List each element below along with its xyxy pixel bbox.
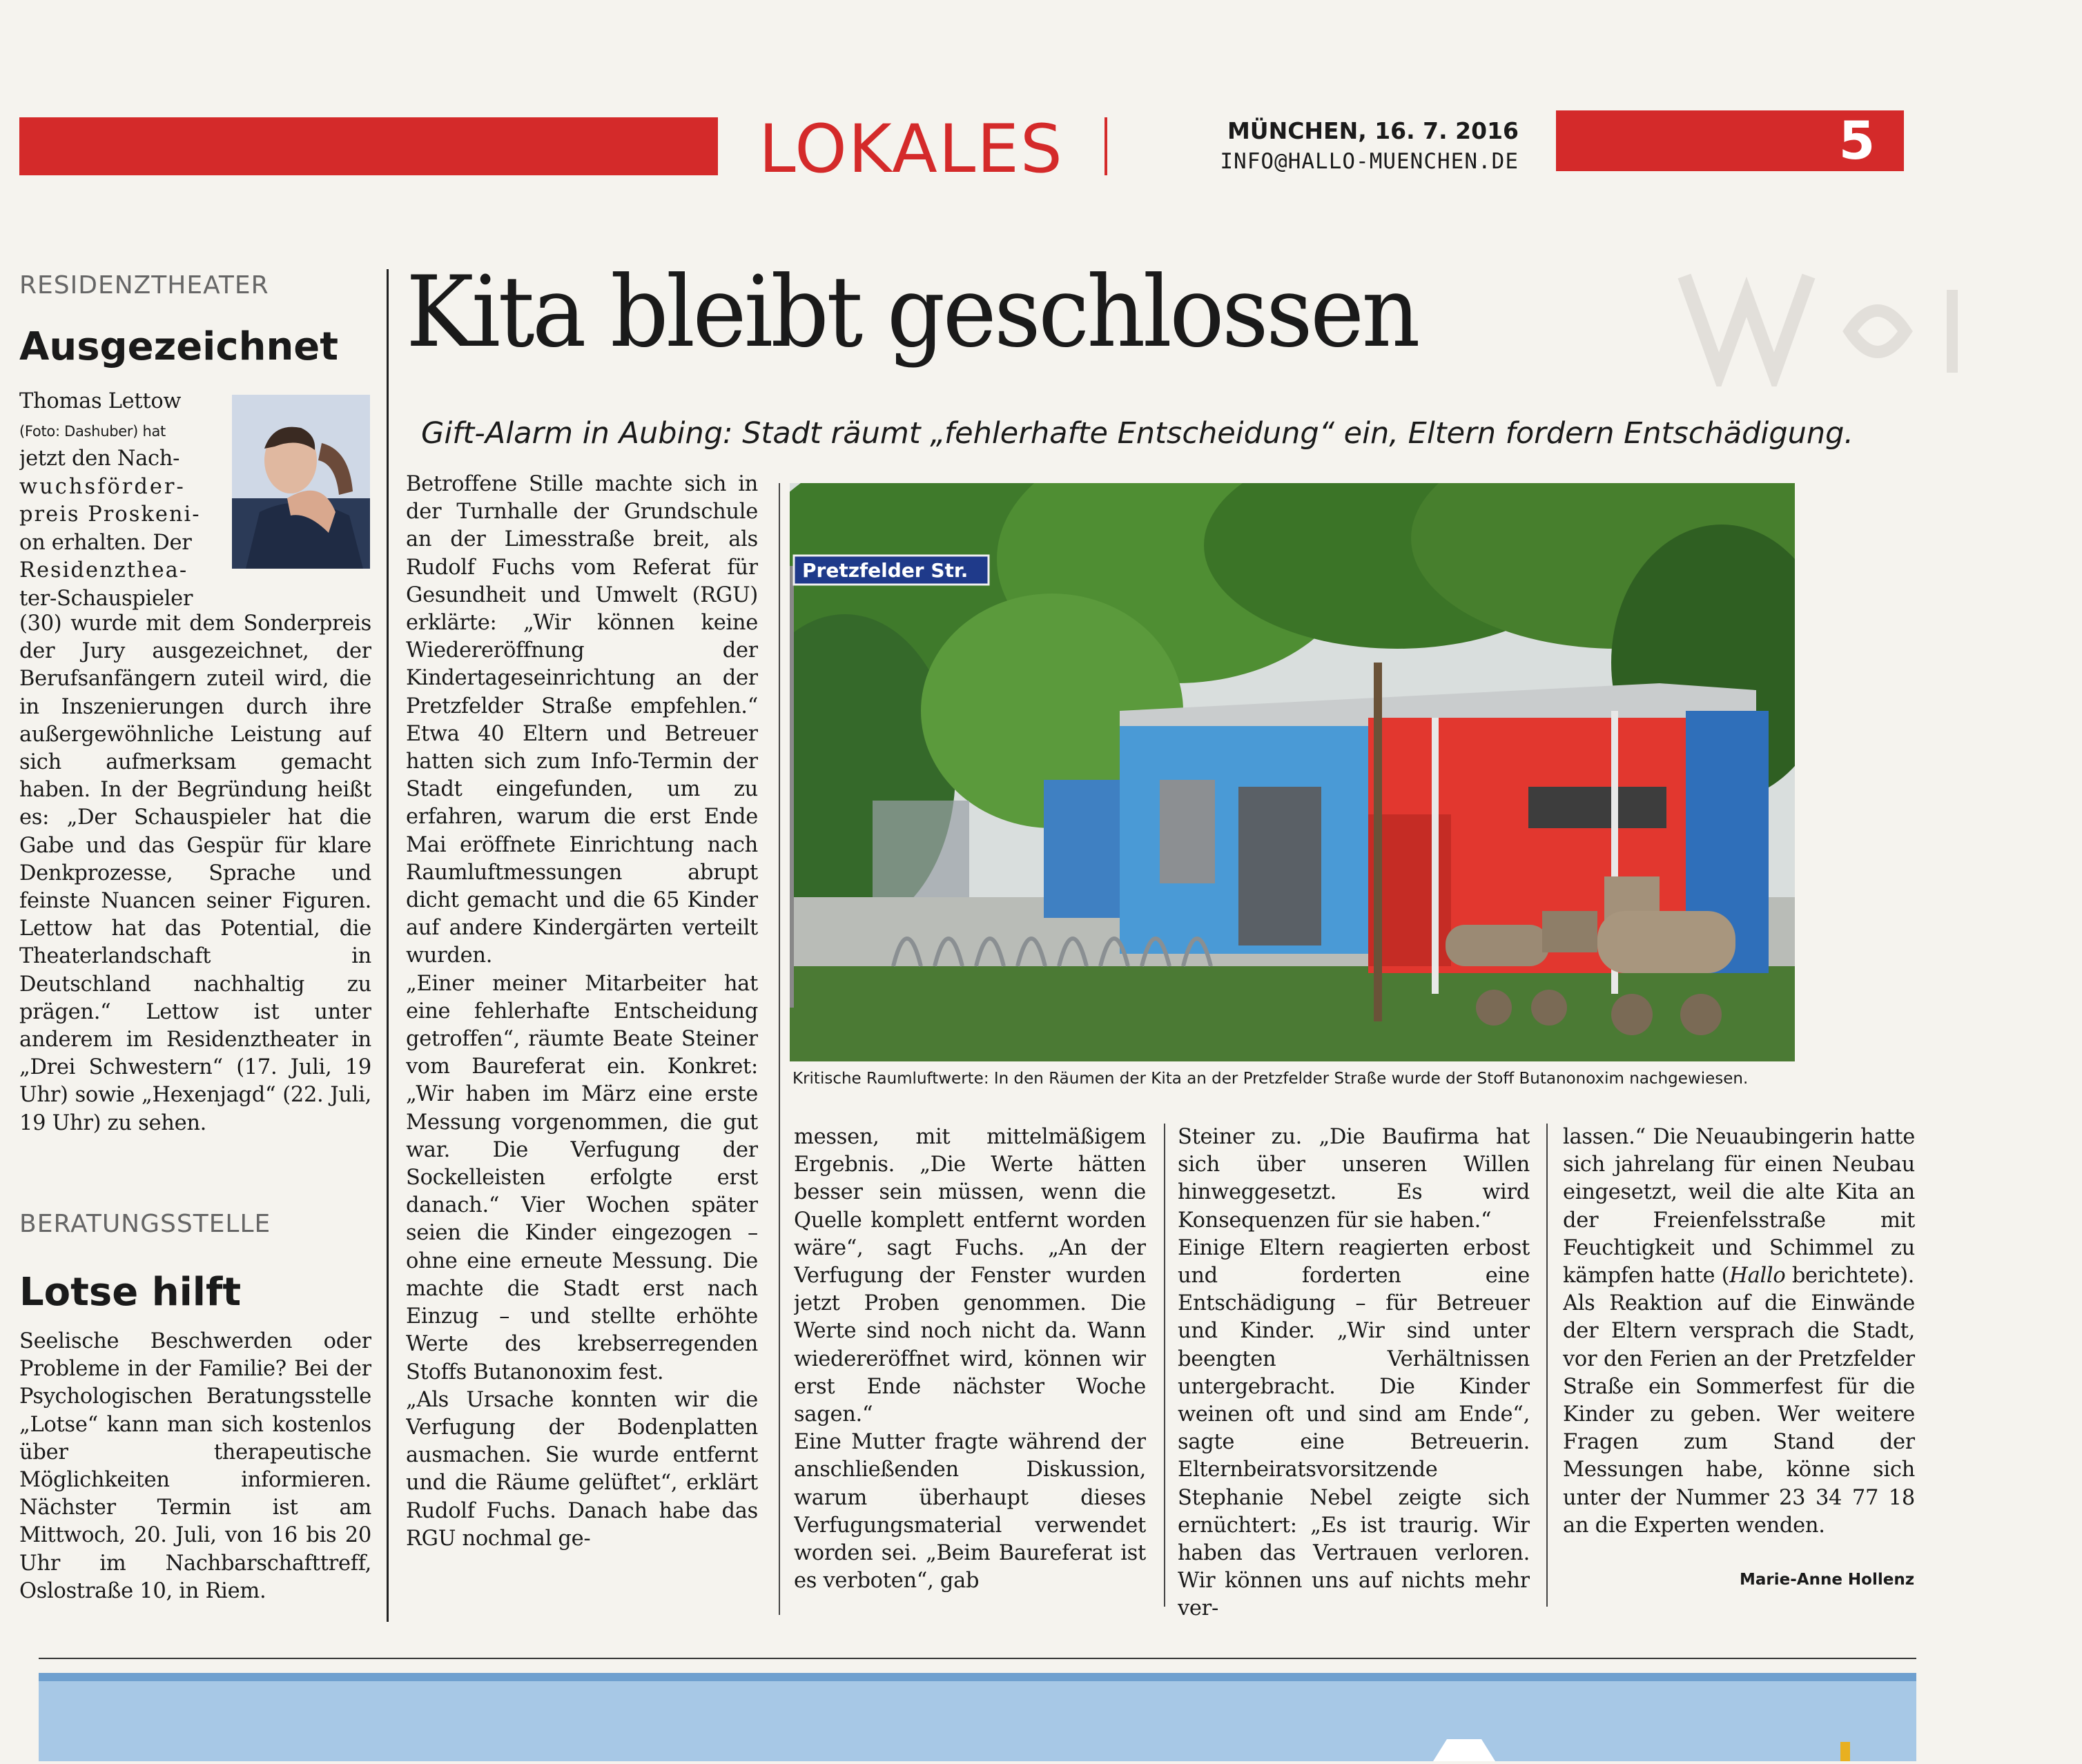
article-paragraph: Als Reaktion auf die Einwände der Eltern versprach die Stadt, vor den Ferien an der Pretzfelder Straße ein Sommerfest für die Kinder zu geben. Wer weitere Fragen zum Stand der Messungen habe, könne sich unter der Nummer 23 34 77 18 an die Experten wenden. (1563, 1291, 1915, 1538)
column-divider (1546, 1124, 1548, 1607)
article-column-1 (406, 471, 758, 1616)
sidebar-kicker-residenztheater: RESIDENZTHEATER (19, 271, 269, 300)
intro-line: Residenzthea- (19, 558, 188, 582)
sidebar-headline-ausgezeichnet: Ausgezeichnet (19, 324, 339, 369)
col4-text-end: berichtete). (1785, 1264, 1915, 1288)
sidebar-divider (387, 269, 389, 1622)
article-paragraph: Eine Mutter fragte während der anschließenden Diskussion, warum überhaupt dieses Verfugungsmaterial verwendet worden sei. „Beim Baureferat ist es verboten“, gab (794, 1430, 1146, 1594)
article-column-4 (1563, 1124, 1915, 1565)
bottom-ad-strip (39, 1673, 1916, 1761)
col4-text: lassen.“ Die Neuaubingerin hatte sich jahrelang für einen Neubau eingesetzt, weil die alte Kita an der Freienfelsstraße mit Feuchtigkeit und Schimmel zu kämpfen hatte ( (1563, 1125, 1915, 1288)
bottom-rule (39, 1658, 1916, 1659)
intro-line: jetzt den Nach- (19, 447, 180, 471)
sidebar-story1-body: (30) wurde mit dem Sonderpreis der Jury ausgezeichnet, der Berufsanfängern zuteil wird, die in Inszenierungen durch ihre außergewöhnliche Leistung auf sich aufmerksam gemacht haben. In der Begründung heißt es: „Der Schauspieler hat die Gabe und das Gespür für klare Denkprozesse, Sprache und feinste Nuancen seiner Figuren. Lettow hat das Potential, die Theaterlandschaft in Deutschland nachhaltig zu prägen.“ Lettow ist unter anderem im Residenztheater in „Drei Schwestern“ (17. Juli, 19 Uhr) sowie „Hexenjagd“ (22. Juli, 19 Uhr) zu sehen. (19, 611, 371, 1135)
page-number: 5 (1838, 110, 1876, 171)
dateline: MÜNCHEN, 16. 7. 2016 (1227, 117, 1519, 144)
section-title: LOKALES (718, 110, 1105, 188)
article-paragraph: Betroffene Stille machte sich in der Turnhalle der Grundschule an der Limesstraße breit, als Rudolf Fuchs vom Referat für Gesundheit und Umwelt (RGU) erklärte: „Wir können keine Wiedereröffnung der Kindertageseinrichtung an der Pretzfelder Straße empfehlen.“ Etwa 40 Eltern und Betreuer hatten sich zum Info-Termin der Stadt eingefunden, um zu erfahren, warum die erst Ende Mai eröffnete Einrichtung nach Raumluftmessungen abrupt dicht gemacht und die 65 Kinder auf andere Kindergärten verteilt wurden. (406, 472, 758, 968)
portrait-photo (232, 395, 370, 569)
kita-photo (790, 483, 1795, 1061)
intro-line: wuchsförder- (19, 474, 186, 499)
article-paragraph: Steiner zu. „Die Baufirma hat sich über unseren Willen hinweggesetzt. Es wird Konsequenzen für sie haben.“ (1178, 1125, 1530, 1233)
article-paragraph: „Einer meiner Mitarbeiter hat eine fehlerhafte Entscheidung getroffen“, räumte Beate Steiner vom Baureferat ein. Konkret: „Wir haben im März eine erste Messung vorgenommen, die gut war. Die Verfugung der Sockelleisten erfolgte erst danach.“ Vier Wochen später seien die Kinder eingezogen – ohne eine erneute Messung. Die machte die Stadt erst nach Einzug – und stellte erhöhte Werte des krebserregenden Stoffs Butanonoxim fest. (406, 971, 758, 1384)
sidebar-kicker-beratungsstelle: BERATUNGSSTELLE (19, 1210, 271, 1238)
ghost-letters (1671, 248, 2082, 386)
photo-credit: (Foto: Dashuber) hat (19, 422, 166, 440)
sidebar-intro-lines (19, 388, 226, 613)
article-column-2 (794, 1124, 1146, 1620)
column-divider (779, 483, 780, 1615)
article-paragraph: „Als Ursache konnten wir die Verfugung der Bodenplatten ausmachen. Sie wurde entfernt und die Räume gelüftet“, erklärt Rudolf Fuchs. Danach habe das RGU nochmal ge- (406, 1387, 758, 1551)
article-headline: Kita bleibt geschlossen (406, 255, 1418, 369)
article-subheadline: Gift-Alarm in Aubing: Stadt räumt „fehlerhafte Entscheidung“ ein, Eltern fordern Entschädigung. (421, 416, 1854, 451)
intro-line: Thomas Lettow (19, 389, 182, 413)
article-paragraph: Einige Eltern reagierten erbost und forderten eine Entschädigung – für Betreuer und Kinder. „Wir sind unter beengten Verhältnissen untergebracht. Die Kinder weinen oft und sind am Ende“, sagte eine Betreuerin. Elternbeiratsvorsitzende Stephanie Nebel zeigte sich ernüchtert: „Es ist traurig. Wir haben das Vertrauen verloren. Wir können uns auf nichts mehr ver- (1178, 1235, 1530, 1620)
intro-line (19, 416, 226, 446)
photo-caption: Kritische Raumluftwerte: In den Räumen der Kita an der Pretzfelder Straße wurde der Stoff Butanonoxim nachgewiesen. (792, 1070, 1749, 1088)
intro-line: preis Proskeni- (19, 502, 201, 527)
article-column-3 (1178, 1124, 1530, 1620)
article-paragraph: messen, mit mittelmäßigem Ergebnis. „Die Werte hätten besser sein müssen, wenn die Quelle komplett entfernt worden wäre“, sagt Fuchs. „An der Verfugung der Fenster wurden jetzt Proben genommen. Die Werte sind noch nicht da. Wann wiedereröffnet wird, können wir erst Ende nächster Woche sagen.“ (794, 1125, 1146, 1427)
sidebar-headline-lotse-hilft: Lotse hilft (19, 1270, 242, 1315)
column-divider (1164, 1124, 1165, 1607)
author-byline: Marie-Anne Hollenz (1740, 1571, 1915, 1589)
hallo-brand: Hallo (1729, 1264, 1786, 1288)
article-paragraph (1563, 1124, 1915, 1290)
intro-line: ter-Schauspieler (19, 586, 193, 611)
intro-line: on erhalten. Der (19, 530, 192, 555)
street-sign-text: Pretzfelder Str. (802, 559, 969, 582)
sidebar-story2-body: Seelische Beschwerden oder Probleme in der Familie? Bei der Psychologischen Beratungsstelle „Lotse“ kann man sich kostenlos über therapeutische Möglichkeiten informieren. Nächster Termin ist am Mittwoch, 20. Juli, von 16 bis 20 Uhr im Nachbarschafttreff, Oslostraße 10, in Riem. (19, 1329, 371, 1603)
email-contact: INFO@HALLO-MUENCHEN.DE (1220, 149, 1519, 174)
